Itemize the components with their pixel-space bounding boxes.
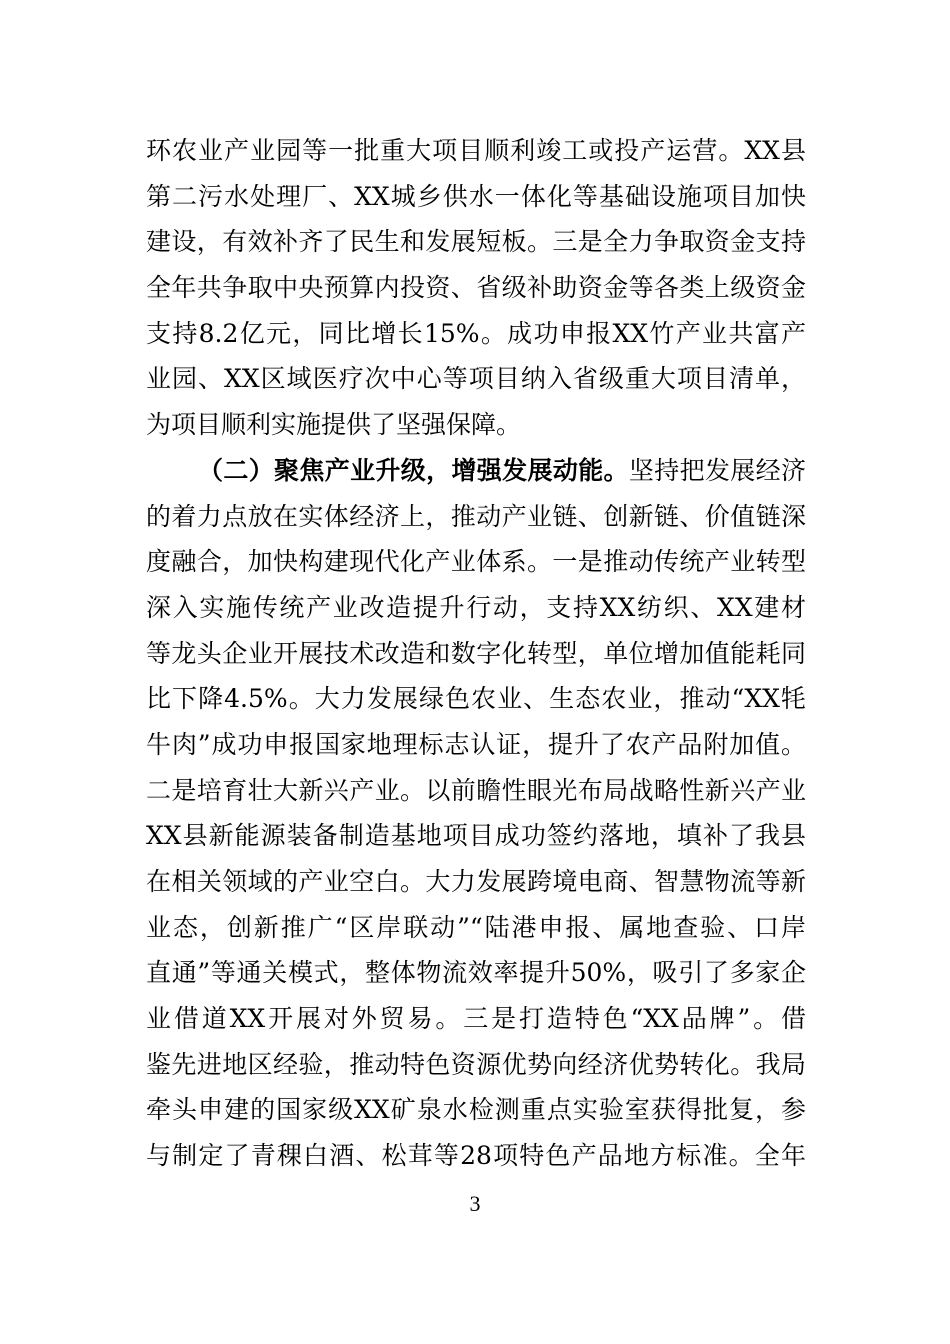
- section-heading: （二）聚焦产业升级，增强发展动能。: [198, 455, 629, 485]
- text-line: 二是培育壮大新兴产业。以前瞻性眼光布局战略性新兴产业: [146, 775, 806, 805]
- text-line: 全年共争取中央预算内投资、省级补助资金等各类上级资金: [146, 273, 806, 303]
- document-body: [146, 128, 806, 1179]
- heading-line-rest: 坚持把发展经济: [628, 455, 806, 485]
- text-line-with-heading: [146, 448, 806, 494]
- text-line: 牛肉”成功申报国家地理标志认证，提升了农产品附加值。: [146, 729, 806, 759]
- text-line: 为项目顺利实施提供了坚强保障。: [146, 410, 522, 440]
- text-line: 度融合，加快构建现代化产业体系。一是推动传统产业转型: [146, 547, 806, 577]
- text-line: 等龙头企业开展技术改造和数字化转型，单位增加值能耗同: [146, 638, 806, 668]
- page-number: 3: [469, 1191, 481, 1216]
- paragraph-industry-upgrade: [146, 448, 806, 1179]
- text-line: XX县新能源装备制造基地项目成功签约落地，填补了我县: [146, 821, 806, 851]
- text-line: 直通”等通关模式，整体物流效率提升50%，吸引了多家企: [146, 958, 806, 988]
- text-line: 第二污水处理厂、XX城乡供水一体化等基础设施项目加快: [146, 181, 806, 211]
- text-line: 鉴先进地区经验，推动特色资源优势向经济优势转化。我局: [146, 1049, 806, 1079]
- text-line: 业借道XX开展对外贸易。三是打造特色“XX品牌”。借: [146, 1004, 806, 1034]
- text-line: 的着力点放在实体经济上，推动产业链、创新链、价值链深: [146, 501, 806, 531]
- text-line: 在相关领域的产业空白。大力发展跨境电商、智慧物流等新: [146, 867, 806, 896]
- text-line: 环农业产业园等一批重大项目顺利竣工或投产运营。XX县: [146, 136, 806, 165]
- text-line: 深入实施传统产业改造提升行动，支持XX纺织、XX建材: [146, 592, 806, 622]
- text-line: 业态，创新推广“区岸联动”“陆港申报、属地查验、口岸: [146, 912, 806, 942]
- text-line: 比下降4.5%。大力发展绿色农业、生态农业，推动“XX牦: [146, 684, 806, 714]
- text-line: 支持8.2亿元，同比增长15%。成功申报XX竹产业共富产: [146, 318, 806, 348]
- text-line: 建设，有效补齐了民生和发展短板。三是全力争取资金支持: [146, 227, 806, 257]
- text-line: 与制定了青稞白酒、松茸等28项特色产品地方标准。全年: [146, 1141, 806, 1171]
- text-line: 牵头申建的国家级XX矿泉水检测重点实验室获得批复，参: [146, 1095, 806, 1125]
- text-line: 业园、XX区域医疗次中心等项目纳入省级重大项目清单，: [146, 364, 806, 394]
- paragraph-project-construction: [146, 128, 806, 448]
